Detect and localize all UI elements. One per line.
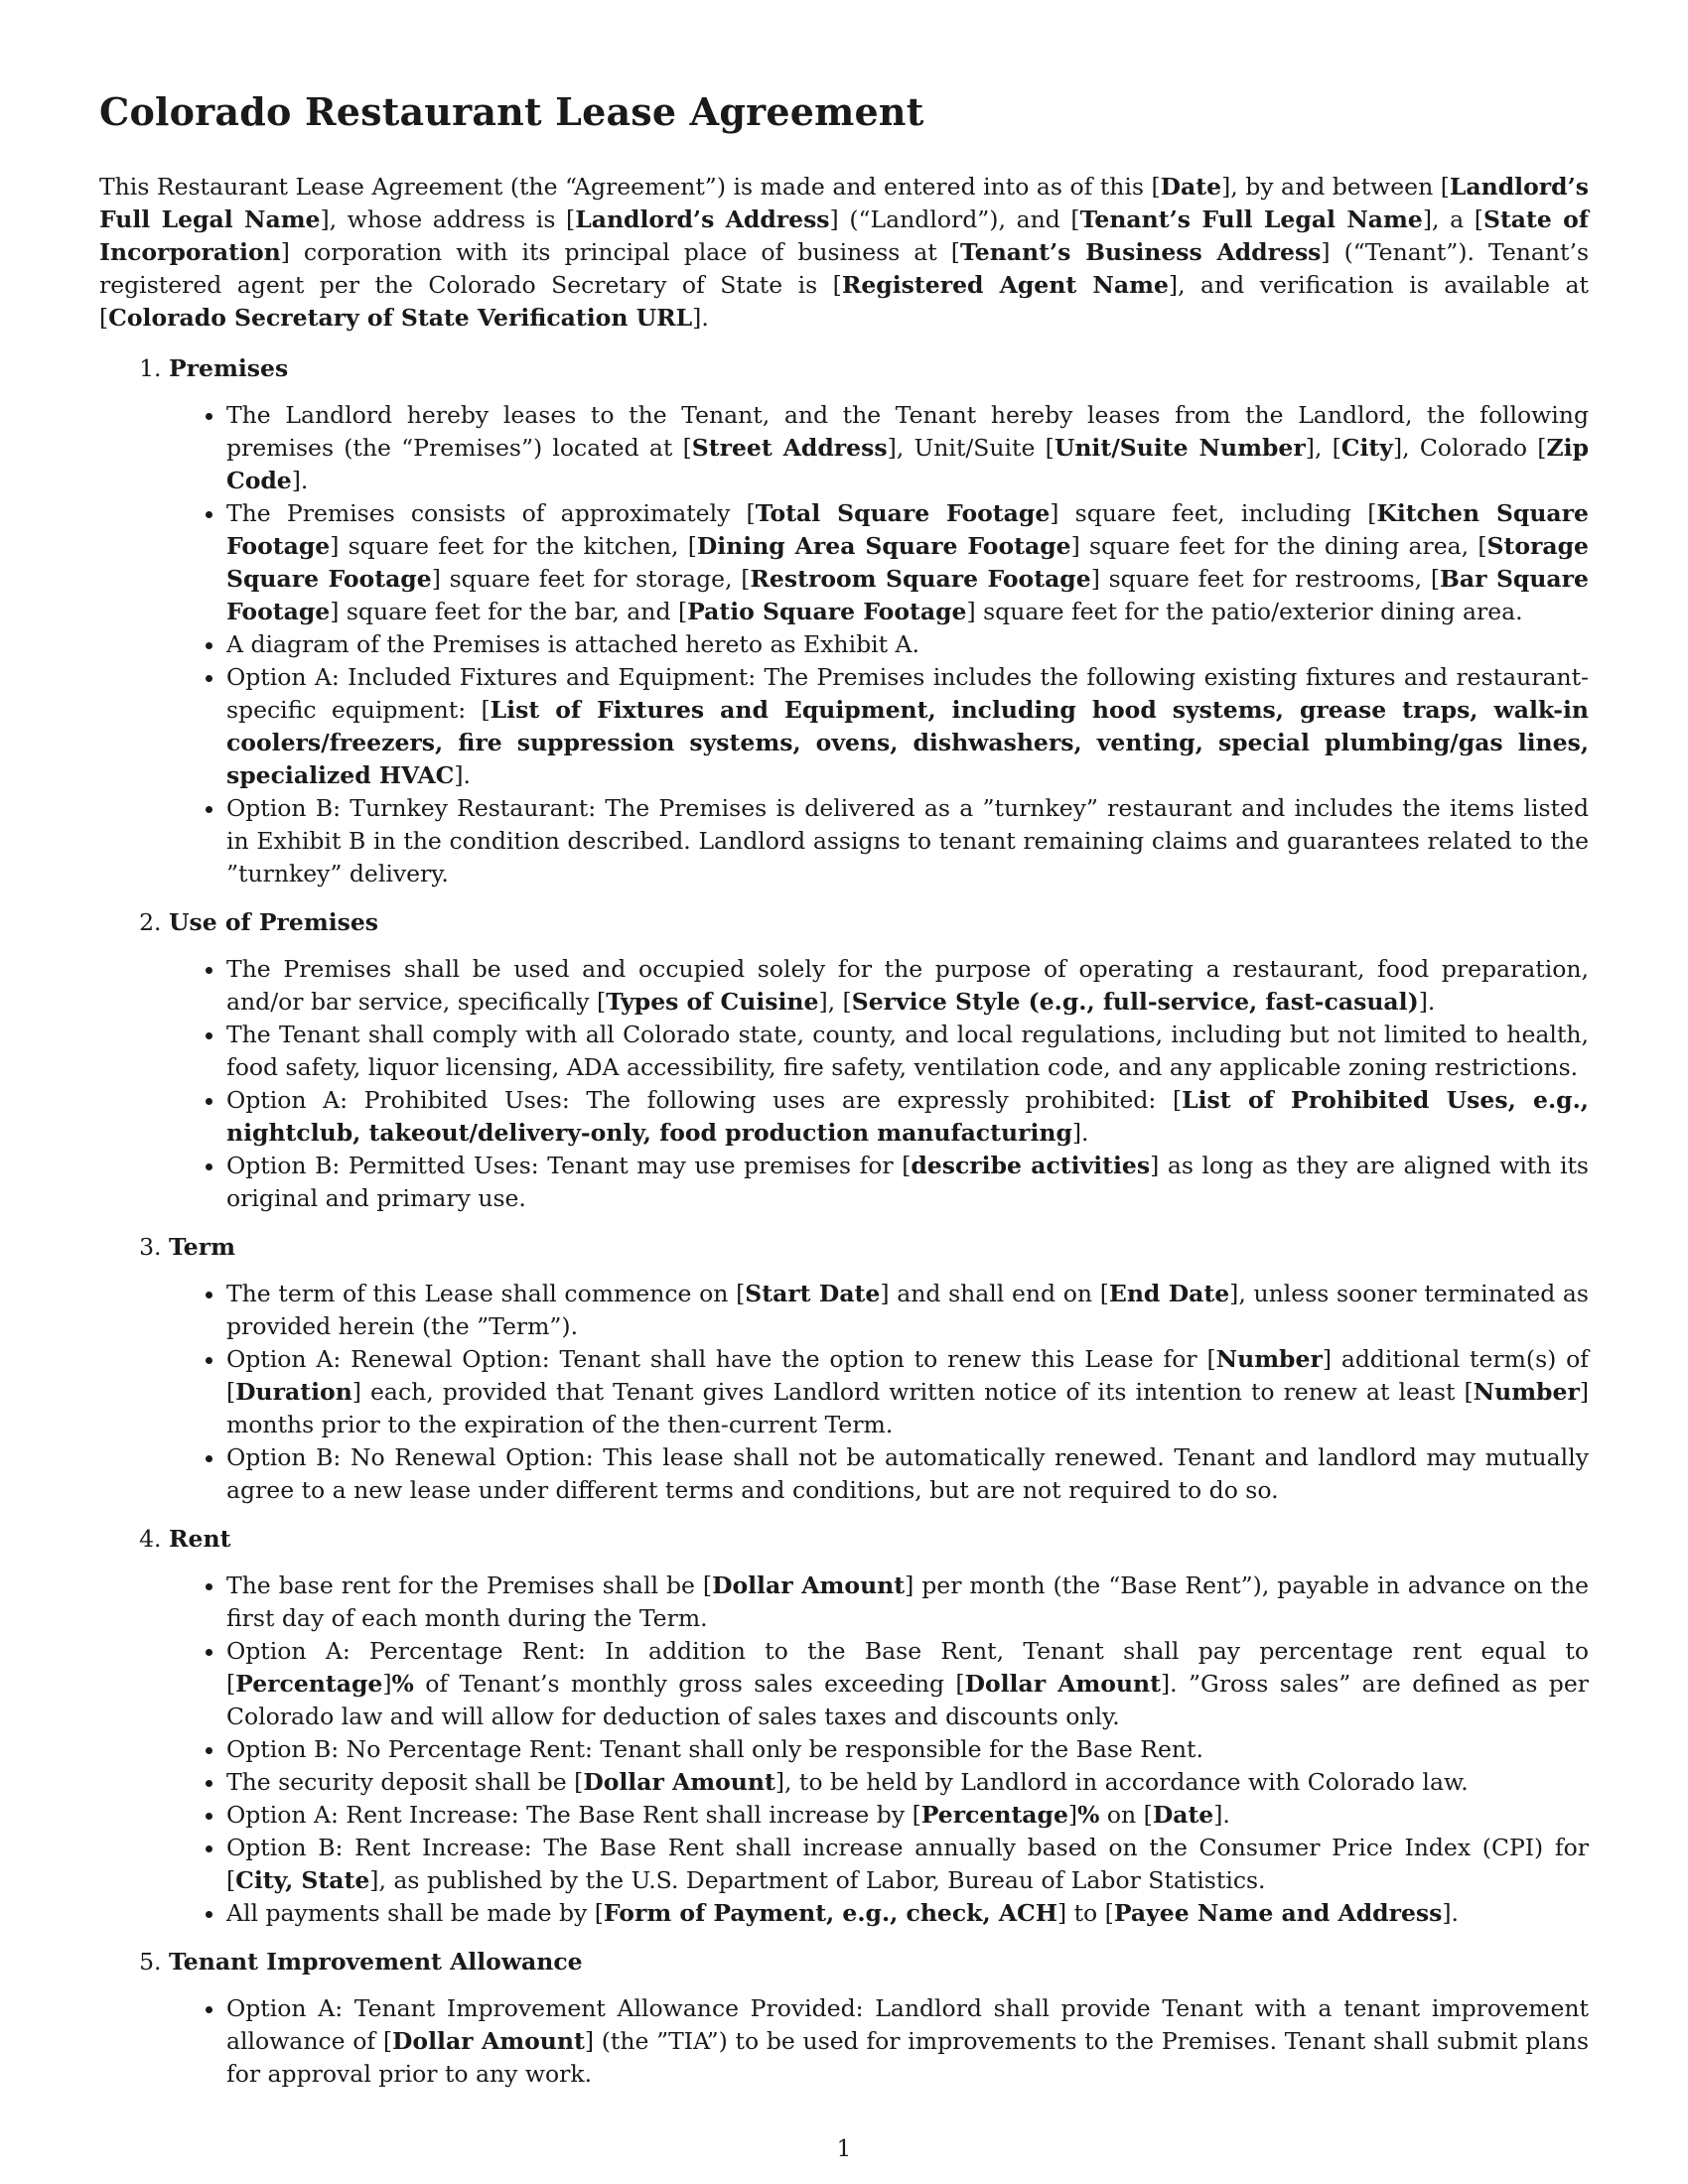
clause-item — [226, 399, 1589, 497]
text-run: The security deposit shall be [ — [226, 1768, 584, 1796]
text-run: ], Colorado [ — [1392, 434, 1547, 462]
section-list — [99, 352, 1589, 2091]
section-title: 4. Rent — [169, 1525, 231, 1553]
text-run: Option A: Tenant Improvement Allowance Provided: Landlord shall provide Tenant with a tenant improvement allowance of [ — [226, 1994, 1589, 2055]
text-run: A diagram of the Premises is attached hereto as Exhibit A. — [226, 630, 920, 658]
text-run: ], [ — [1305, 434, 1341, 462]
text-run: ], whose address is [ — [320, 205, 576, 233]
text-run: ] corporation with its principal place of business at [ — [280, 238, 960, 266]
section-4 — [169, 1523, 1589, 1930]
text-run: The Premises consists of approximately [ — [226, 499, 756, 527]
text-run: ]. — [291, 467, 309, 494]
placeholder-field: Landlord’s Address — [575, 205, 830, 233]
clause-item — [226, 628, 1589, 661]
placeholder-field: End Date — [1108, 1280, 1230, 1307]
placeholder-field: Storage Square Footage — [226, 532, 1590, 593]
text-run: Option A: Prohibited Uses: The following uses are expressly prohibited: [ — [226, 1086, 1183, 1114]
placeholder-field: Restroom Square Footage — [750, 565, 1091, 593]
clause-item — [226, 1799, 1589, 1832]
placeholder-field: Duration — [235, 1378, 352, 1406]
placeholder-field: Service Style (e.g., full-service, fast-casual) — [851, 988, 1419, 1016]
placeholder-field: Number — [1215, 1345, 1323, 1373]
placeholder-field: Date — [1160, 173, 1222, 201]
text-run: ] as long as they are aligned with its original and primary use. — [226, 1152, 1589, 1212]
text-run: ], and verification is available at [ — [99, 271, 1589, 332]
text-run: Option B: No Renewal Option: This lease shall not be automatically renewed. Tenant and landlord may mutually agree to a new lease under different terms and conditions, but are not required to do so. — [226, 1443, 1589, 1504]
intro-paragraph — [99, 171, 1589, 335]
clause-item — [226, 1150, 1589, 1215]
section-title: 3. Term — [169, 1233, 235, 1261]
section-title: 1. Premises — [169, 354, 289, 382]
text-run: All payments shall be made by [ — [226, 1899, 604, 1927]
section-title: 2. Use of Premises — [169, 908, 379, 936]
text-run: ], a [ — [1422, 205, 1483, 233]
placeholder-field: Bar Square Footage — [226, 565, 1589, 625]
text-run: ] — [1067, 1801, 1078, 1829]
placeholder-field: % — [391, 1670, 414, 1698]
placeholder-field: Dollar Amount — [712, 1571, 906, 1599]
placeholder-field: List of Fixtures and Equipment, including hood systems, grease traps, walk-in coolers/freezers, fire suppression systems, ovens, dishwashers, venting, special plumbing/gas lines, specialized HVAC — [226, 696, 1589, 789]
placeholder-field: describe activities — [911, 1152, 1151, 1179]
text-run: ]. — [1071, 1119, 1089, 1147]
placeholder-field: Colorado Secretary of State Verification URL — [108, 304, 693, 332]
clause-item — [226, 661, 1589, 792]
text-run: Option B: No Percentage Rent: Tenant shall only be responsible for the Base Rent. — [226, 1735, 1203, 1763]
placeholder-field: State of Incorporation — [99, 205, 1589, 266]
section-2 — [169, 906, 1589, 1215]
placeholder-field: List of Prohibited Uses, e.g., nightclub, takeout/delivery-only, food production manufacturing — [226, 1086, 1589, 1147]
text-run: ], [ — [818, 988, 852, 1016]
clause-item — [226, 1992, 1589, 2091]
section-5 — [169, 1946, 1589, 2091]
text-run: ], to be held by Landlord in accordance with Colorado law. — [774, 1768, 1469, 1796]
clause-item — [226, 1733, 1589, 1766]
text-run: ] square feet for the kitchen, [ — [330, 532, 697, 560]
text-run: ]. — [1418, 988, 1436, 1016]
placeholder-field: Landlord’s Full Legal Name — [99, 173, 1589, 233]
text-run: The Landlord hereby leases to the Tenant, and the Tenant hereby leases from the Landlord, the following premises (the “Premises”) located at [ — [226, 401, 1589, 462]
text-run: ]. — [454, 761, 472, 789]
clause-item — [226, 497, 1589, 628]
document-title: Colorado Restaurant Lease Agreement — [99, 89, 924, 134]
text-run: ] to [ — [1056, 1899, 1114, 1927]
placeholder-field: Unit/Suite Number — [1054, 434, 1306, 462]
placeholder-field: Percentage — [920, 1801, 1068, 1829]
placeholder-field: Zip Code — [226, 434, 1589, 494]
placeholder-field: Street Address — [691, 434, 888, 462]
placeholder-field: Tenant’s Full Legal Name — [1079, 205, 1423, 233]
text-run: ], Unit/Suite [ — [887, 434, 1055, 462]
placeholder-field: Start Date — [745, 1280, 881, 1307]
clause-item — [226, 1766, 1589, 1799]
clause-item — [226, 1570, 1589, 1635]
clause-item — [226, 1084, 1589, 1150]
text-run: ]. — [692, 304, 709, 332]
placeholder-field: Percentage — [235, 1670, 383, 1698]
text-run: The base rent for the Premises shall be [ — [226, 1571, 713, 1599]
placeholder-field: Tenant’s Business Address — [959, 238, 1322, 266]
text-run: ]. — [1213, 1801, 1230, 1829]
text-run: ] additional term(s) of [ — [226, 1345, 1589, 1406]
text-run: ], by and between [ — [1221, 173, 1450, 201]
text-run: Option B: Rent Increase: The Base Rent shall increase annually based on the Consumer Price Index (CPI) for [ — [226, 1834, 1589, 1894]
text-run: ] per month (the “Base Rent”), payable in advance on the first day of each month during the Term. — [226, 1571, 1589, 1632]
text-run: ] square feet for the dining area, [ — [1070, 532, 1487, 560]
text-run: ] square feet for storage, [ — [431, 565, 751, 593]
clause-list — [169, 953, 1589, 1215]
placeholder-field: Total Square Footage — [755, 499, 1051, 527]
placeholder-field: Dollar Amount — [583, 1768, 775, 1796]
clause-item — [226, 1343, 1589, 1441]
placeholder-field: Kitchen Square Footage — [226, 499, 1589, 560]
clause-item — [226, 1441, 1589, 1507]
section-1 — [169, 352, 1589, 890]
clause-list — [169, 1992, 1589, 2091]
text-run: ] and shall end on [ — [880, 1280, 1109, 1307]
text-run: ] square feet for the patio/exterior dining area. — [966, 598, 1523, 625]
clause-item — [226, 1278, 1589, 1343]
placeholder-field: Registered Agent Name — [841, 271, 1169, 299]
text-run: Option A: Included Fixtures and Equipment: The Premises includes the following existing fixtures and restaurant-specific equipment: [ — [226, 663, 1589, 724]
section-title: 5. Tenant Improvement Allowance — [169, 1948, 583, 1976]
placeholder-field: Date — [1152, 1801, 1214, 1829]
text-run: ] (“Tenant”). Tenant’s registered agent per the Colorado Secretary of State is [ — [99, 238, 1590, 299]
clause-list — [169, 1570, 1589, 1930]
clause-item — [226, 792, 1589, 890]
text-run: ] square feet for the bar, and [ — [330, 598, 688, 625]
placeholder-field: Payee Name and Address — [1113, 1899, 1443, 1927]
text-run: ]. ”Gross sales” are defined as per Colorado law and will allow for deduction of sales taxes and discounts only. — [226, 1670, 1589, 1730]
text-run: Option A: Rent Increase: The Base Rent shall increase by [ — [226, 1801, 921, 1829]
text-run: ] (the ”TIA”) to be used for improvements to the Premises. Tenant shall submit plans for approval prior to any work. — [226, 2027, 1590, 2088]
placeholder-field: Number — [1473, 1378, 1580, 1406]
text-run: ] each, provided that Tenant gives Landlord written notice of its intention to renew at least [ — [352, 1378, 1474, 1406]
placeholder-field: City, State — [235, 1866, 370, 1894]
placeholder-field: Dining Area Square Footage — [696, 532, 1071, 560]
text-run: ] square feet for restrooms, [ — [1090, 565, 1441, 593]
text-run: This Restaurant Lease Agreement (the “Agreement”) is made and entered into as of this [ — [99, 173, 1161, 201]
placeholder-field: % — [1077, 1801, 1100, 1829]
clause-list — [169, 1278, 1589, 1507]
clause-item — [226, 1897, 1589, 1930]
clause-item — [226, 1635, 1589, 1733]
text-run: The Tenant shall comply with all Colorado state, county, and local regulations, including but not limited to health, food safety, liquor licensing, ADA accessibility, fire safety, ventilation code, and any applicable zoning restrictions. — [226, 1021, 1589, 1081]
text-run: ], unless sooner terminated as provided herein (the ”Term”). — [226, 1280, 1589, 1340]
text-run: of Tenant’s monthly gross sales exceeding [ — [413, 1670, 965, 1698]
placeholder-field: City — [1340, 434, 1393, 462]
page-number: 1 — [836, 2136, 852, 2162]
placeholder-field: Form of Payment, e.g., check, ACH — [603, 1899, 1057, 1927]
text-run: ] months prior to the expiration of the then-current Term. — [226, 1378, 1589, 1438]
clause-item — [226, 1832, 1589, 1897]
text-run: ] — [382, 1670, 392, 1698]
text-run: ] (“Landlord”), and [ — [829, 205, 1080, 233]
text-run: ] square feet, including [ — [1050, 499, 1377, 527]
text-run: ], as published by the U.S. Department of Labor, Bureau of Labor Statistics. — [369, 1866, 1266, 1894]
text-run: ]. — [1442, 1899, 1460, 1927]
clause-item — [226, 1019, 1589, 1084]
section-3 — [169, 1231, 1589, 1507]
placeholder-field: Types of Cuisine — [606, 988, 819, 1016]
text-run: Option A: Percentage Rent: In addition to the Base Rent, Tenant shall pay percentage rent equal to [ — [226, 1637, 1589, 1698]
placeholder-field: Dollar Amount — [964, 1670, 1161, 1698]
text-run: The term of this Lease shall commence on [ — [226, 1280, 746, 1307]
clause-list — [169, 399, 1589, 890]
clause-item — [226, 953, 1589, 1019]
text-run: Option A: Renewal Option: Tenant shall have the option to renew this Lease for [ — [226, 1345, 1216, 1373]
text-run: Option B: Permitted Uses: Tenant may use premises for [ — [226, 1152, 912, 1179]
document-page — [99, 87, 1589, 2107]
placeholder-field: Dollar Amount — [392, 2027, 585, 2055]
text-run: on [ — [1099, 1801, 1153, 1829]
text-run: Option B: Turnkey Restaurant: The Premises is delivered as a ”turnkey” restaurant and includes the items listed in Exhibit B in the condition described. Landlord assigns to tenant remaining claims and guarantees related to the ”turnkey” delivery. — [226, 794, 1589, 887]
placeholder-field: Patio Square Footage — [687, 598, 967, 625]
text-run: The Premises shall be used and occupied solely for the purpose of operating a restaurant, food preparation, and/or bar service, specifically [ — [226, 955, 1589, 1016]
